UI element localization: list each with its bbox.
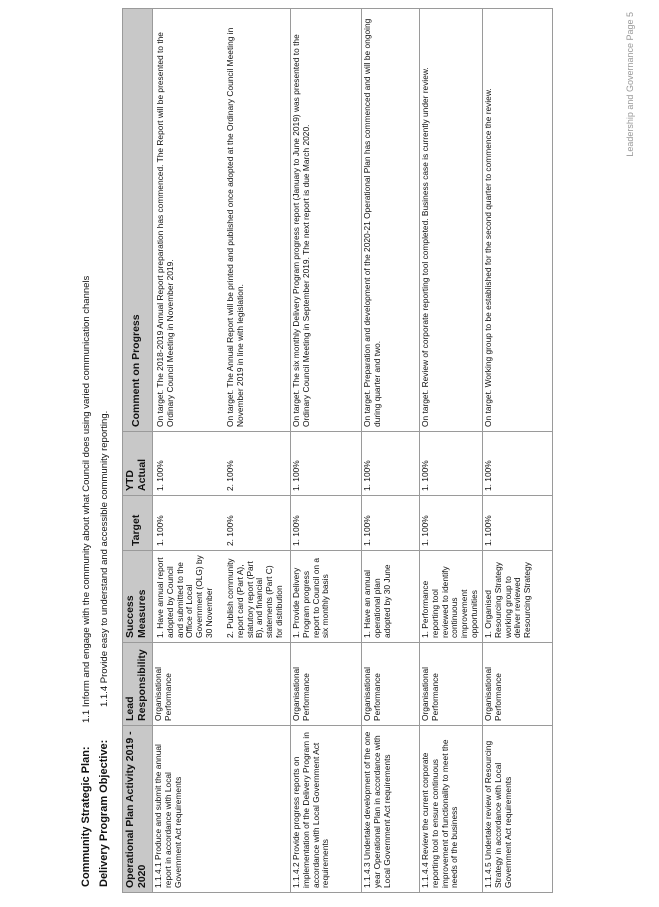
strategic-plan-line <box>80 276 92 887</box>
comment-cell: On target. The six monthly Delivery Program progress report (January to June 2019) was presented to the Ordinary Council Meeting in September 2019. The next report is due March 2020. <box>291 9 362 432</box>
lead-cell: Organisational Performance <box>153 643 291 726</box>
comment-cell: On target. Preparation and development of the 2020-21 Operational Plan has commenced and will be ongoing during quarter and two. <box>362 9 420 432</box>
target-cell: 1. 100% <box>291 496 362 551</box>
table-row <box>291 9 362 893</box>
actual-item: 1. 100% <box>155 460 165 491</box>
lead-cell: Organisational Performance <box>291 643 362 726</box>
target-cell <box>153 496 291 551</box>
comment-item: On target. The Annual Report will be printed and published once adopted at the Ordinary Council Meeting in November 2019 in line with legislation. <box>225 27 245 427</box>
target-item: 1. 100% <box>155 515 165 546</box>
objective-line <box>98 411 110 887</box>
target-item: 2. 100% <box>225 515 235 546</box>
lead-cell: Organisational Performance <box>420 643 483 726</box>
objective-value: 1.1.4 Provide easy to understand and accessible community reporting. <box>99 410 110 707</box>
actual-cell: 1. 100% <box>362 432 420 496</box>
measures-cell: 1. Performance reporting tool reviewed to identify continuous improvement opportunities <box>420 551 483 643</box>
actual-cell: 1. 100% <box>420 432 483 496</box>
activity-cell: 1.1.4.3 Undertake development of the one year Operational Plan in accordance with Local Government Act requirements <box>362 726 420 893</box>
lead-cell: Organisational Performance <box>362 643 420 726</box>
table-row <box>482 9 552 893</box>
strategic-plan-label: Community Strategic Plan: <box>80 746 92 887</box>
comment-cell: On target. Review of corporate reporting tool completed. Business case is currently under review. <box>420 9 483 432</box>
comment-item: On target. The 2018-2019 Annual Report preparation has commenced. The Report will be presented to the Ordinary Council Meeting in November 2019. <box>155 32 175 427</box>
table-row <box>362 9 420 893</box>
col-measures: Success Measures <box>123 551 153 643</box>
comment-cell: On target. Working group to be established for the second quarter to commence the review. <box>482 9 552 432</box>
measure-item: 2. Publish community report card (Part A), statutory report (Part B), and financial statements (Part C) for distribution <box>225 558 285 638</box>
operational-plan-table <box>122 8 553 893</box>
target-cell: 1. 100% <box>420 496 483 551</box>
actual-cell: 1. 100% <box>291 432 362 496</box>
lead-cell: Organisational Performance <box>482 643 552 726</box>
comment-cell <box>153 9 291 432</box>
target-cell: 1. 100% <box>482 496 552 551</box>
col-target: Target <box>123 496 153 551</box>
col-lead: Lead Responsibility <box>123 643 153 726</box>
activity-cell: 1.1.4.2 Provide progress reports on implementation of the Delivery Program in accordance with Local Government Act requirements <box>291 726 362 893</box>
actual-item: 2. 100% <box>225 460 235 491</box>
measures-cell: 1. Have an annual operational plan adopted by 30 June <box>362 551 420 643</box>
actual-cell: 1. 100% <box>482 432 552 496</box>
actual-cell <box>153 432 291 496</box>
activity-cell: 1.1.4.1 Produce and submit the annual report in accordance with Local Government Act requirements <box>153 726 291 893</box>
col-ytd: YTD Actual <box>123 432 153 496</box>
measures-cell: 1. Provide Delivery Program progress report to Council on a six monthly basis <box>291 551 362 643</box>
table-row <box>153 9 291 893</box>
measures-cell: 1. Organised Resourcing Strategy working group to deliver reviewed Resourcing Strategy <box>482 551 552 643</box>
table-header-row <box>123 9 153 893</box>
col-activity: Operational Plan Activity 2019 - 2020 <box>123 726 153 893</box>
activity-cell: 1.1.4.5 Undertake review of Resourcing Strategy in accordance with Local Government Act requirements <box>482 726 552 893</box>
col-comment: Comment on Progress <box>123 9 153 432</box>
table-row <box>420 9 483 893</box>
measures-cell <box>153 551 291 643</box>
strategic-plan-value: 1.1 Inform and engage with the community about what Council does using varied communication channels <box>81 275 92 723</box>
measure-item: 1. Have annual report adopted by Council and submitted to the Office of Local Government (OLG) by 30 November <box>155 555 215 638</box>
target-cell: 1. 100% <box>362 496 420 551</box>
activity-cell: 1.1.4.4 Review the current corporate reporting tool to ensure continuous improvement of functionality to meet the needs of the business <box>420 726 483 893</box>
page-footer: Leadership and Governance Page 5 <box>625 12 635 157</box>
objective-label: Delivery Program Objective: <box>98 739 110 887</box>
